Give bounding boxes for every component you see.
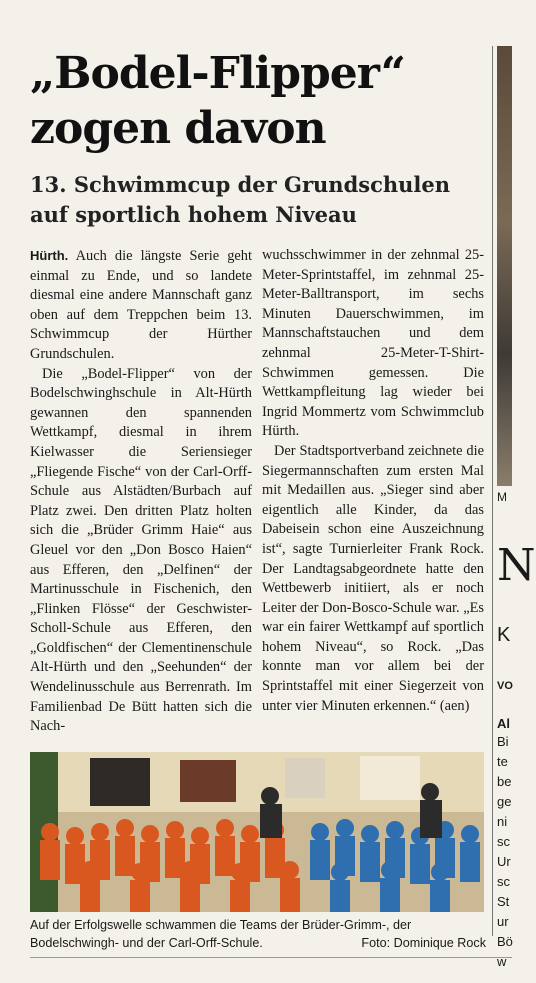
adjacent-text-fragment: te bbox=[497, 754, 508, 769]
adjacent-text-fragment: St bbox=[497, 894, 510, 909]
caption-text: Auf der Erfolgswelle schwammen die Teams der Brüder-Grimm-, der Bodelschwingh- und der Carl-Orff-Schule. bbox=[30, 918, 412, 950]
paragraph-2: Die „Bodel-Flipper“ von der Bodelschwinghschule in Alt-Hürth gewannen den spannenden Wettkampf, diesmal in ihrem Kielwasser die Seriensieger „Fliegende Fische“ von der Carl-Orff-Schule aus Alstädten/Burbach auf Platz zwei. Den dritten Platz holten sich die „Brüder Grimm Haie“ aus Gleuel vor den „Don Bosco Haien“ aus Efferen, den „Delfinen“ der Martinusschule in Fischenich, den „Flinken Flösse“ der Geschwister-Scholl-Schule aus Efferen, den „Goldfischen“ der Clementinenschule Alt-Hürth und den „Seehunden“ der Wendelinusschule aus Berrenrath. Im Familienbad De Bütt hatten sich die Nach- bbox=[30, 365, 252, 735]
adjacent-text-fragment: w bbox=[497, 954, 507, 969]
adjacent-text-fragment: K bbox=[497, 624, 511, 646]
photo-credit: Foto: Dominique Rock bbox=[361, 936, 486, 950]
adjacent-photo bbox=[497, 46, 512, 486]
adjacent-text-fragment: M bbox=[497, 490, 507, 504]
paragraph-4: Der Stadtsportverband zeichnete die Siegermannschaften zum ersten Mal mit Medaillen aus. „Sieger sind aber eigentlich alle Kinder, da das Dabeisein schon eine Auszeichnung ist“, sagte Turnierleiter Frank Rock. Der Landtagsabgeordnete hatte den Wettbewerb initiiert, als er noch Leiter der Don-Bosco-Schule war. „Es war ein fairer Wettkampf auf sportlich hohem Niveau“, so Rock. „Das konnte man vor allem bei der Sprintstaffel mit einer Siegerzeit von unter vier Minuten erkennen.“ (aen) bbox=[262, 442, 484, 714]
headline-line-1: „Bodel-Flipper“ bbox=[30, 48, 405, 99]
adjacent-text-fragment: Bö bbox=[497, 934, 513, 949]
column-divider bbox=[492, 46, 493, 936]
subheadline-line-1: 13. Schwimmcup der Grundschulen bbox=[30, 172, 450, 197]
adjacent-text-fragment: be bbox=[497, 774, 512, 789]
adjacent-text-fragment: sc bbox=[497, 834, 510, 849]
paragraph-1-text: Auch die längste Serie geht einmal zu Ende, und so landete diesmal eine andere Mannschaft ganz oben auf dem Treppchen beim 13. Schwimmcup der Hürther Grundschulen. bbox=[30, 248, 252, 362]
headline-line-2: zogen davon bbox=[30, 103, 326, 154]
adjacent-text-fragment: ni bbox=[497, 814, 508, 829]
article-column-left bbox=[30, 246, 252, 737]
paragraph-3: wuchsschwimmer in der zehnmal 25-Meter-Sprintstaffel, im zehnmal 25-Meter-Balltransport, im sechs Minuten Dauerschwimmen, im Mannschaftstauchen und dem zehnmal 25-Meter-T-Shirt-Schwimmen gemessen. Die Wettkampfleitung lag wieder bei Ingrid Mommertz vom Schwimmclub Hürth. bbox=[262, 247, 484, 440]
adjacent-text-fragment: Bi bbox=[497, 734, 509, 749]
team-photo-illustration bbox=[30, 752, 484, 912]
subheadline-line-2: auf sportlich hohem Niveau bbox=[30, 202, 357, 227]
adjacent-text-fragment: VO bbox=[497, 680, 513, 692]
adjacent-text-fragment: sc bbox=[497, 874, 510, 889]
dateline: Hürth. bbox=[30, 248, 69, 263]
adjacent-text-fragment: ur bbox=[497, 914, 509, 929]
team-photo bbox=[30, 752, 484, 912]
bottom-rule bbox=[30, 957, 512, 958]
subheadline bbox=[30, 170, 485, 230]
headline bbox=[30, 46, 485, 156]
adjacent-text-fragment: ge bbox=[497, 794, 512, 809]
article-column-right bbox=[262, 246, 484, 716]
adjacent-text-fragment: Ur bbox=[497, 854, 511, 869]
adjacent-article-fragment bbox=[497, 0, 536, 983]
adjacent-text-fragment: Al bbox=[497, 716, 510, 731]
photo-caption bbox=[30, 916, 490, 952]
paragraph-1 bbox=[30, 246, 252, 365]
adjacent-text-fragment: N bbox=[497, 540, 536, 591]
